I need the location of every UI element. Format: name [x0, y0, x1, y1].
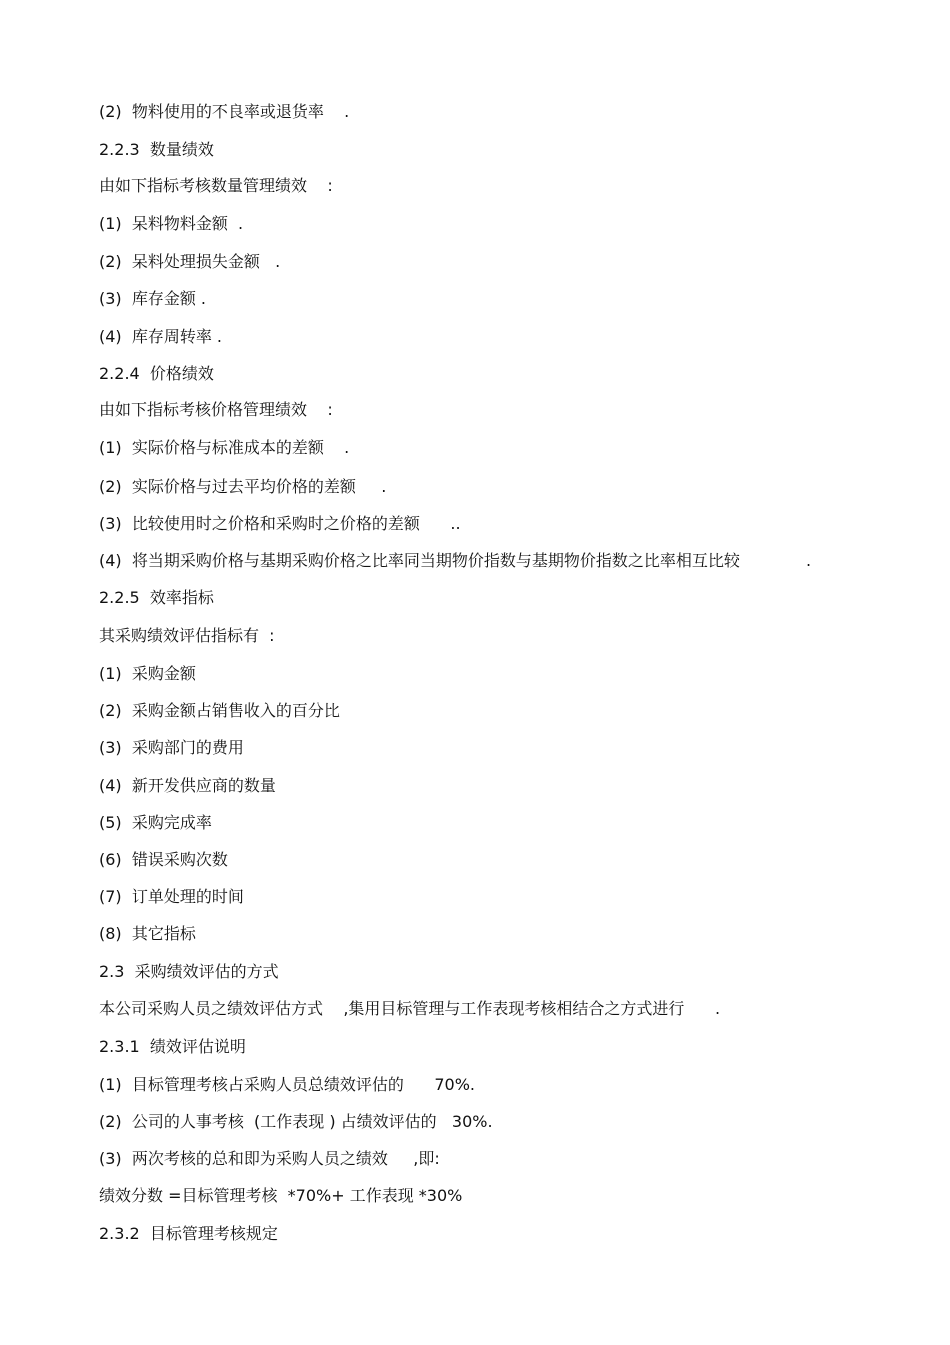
text-line: (2) 物料使用的不良率或退货率 . — [99, 102, 350, 121]
list-item: (3) 库存金额 . — [99, 289, 207, 308]
section-heading: 2.3.1 绩效评估说明 — [99, 1037, 246, 1056]
list-item: (1) 采购金额 — [99, 664, 196, 683]
list-item: (4) 将当期采购价格与基期采购价格之比率同当期物价指数与基期物价指数之比率相互比较 . — [99, 551, 812, 570]
text-line: 本公司采购人员之绩效评估方式 ,集用目标管理与工作表现考核相结合之方式进行 . — [99, 999, 721, 1018]
list-item: (3) 比较使用时之价格和采购时之价格的差额 .. — [99, 514, 461, 533]
list-item: (1) 实际价格与标准成本的差额 . — [99, 438, 350, 457]
list-item: (3) 两次考核的总和即为采购人员之绩效 ,即: — [99, 1149, 440, 1168]
text-line: 由如下指标考核价格管理绩效 : — [99, 400, 333, 419]
list-item: (2) 公司的人事考核 (工作表现 ) 占绩效评估的 30%. — [99, 1112, 493, 1131]
list-item: (3) 采购部门的费用 — [99, 738, 244, 757]
list-item: (7) 订单处理的时间 — [99, 887, 244, 906]
section-heading: 2.2.3 数量绩效 — [99, 140, 214, 159]
list-item: (8) 其它指标 — [99, 924, 196, 943]
section-heading: 2.3.2 目标管理考核规定 — [99, 1224, 278, 1243]
text-line: 由如下指标考核数量管理绩效 : — [99, 176, 333, 195]
list-item: (5) 采购完成率 — [99, 813, 212, 832]
section-heading: 2.3 采购绩效评估的方式 — [99, 962, 279, 981]
list-item: (1) 目标管理考核占采购人员总绩效评估的 70%. — [99, 1075, 476, 1094]
list-item: (2) 呆料处理损失金额 . — [99, 252, 281, 271]
list-item: (6) 错误采购次数 — [99, 850, 228, 869]
list-item: (4) 新开发供应商的数量 — [99, 776, 276, 795]
list-item: (1) 呆料物料金额 . — [99, 214, 244, 233]
formula-line: 绩效分数 =目标管理考核 *70%+ 工作表现 *30% — [99, 1186, 463, 1205]
section-heading: 2.2.4 价格绩效 — [99, 364, 214, 383]
list-item: (4) 库存周转率 . — [99, 327, 223, 346]
section-heading: 2.2.5 效率指标 — [99, 588, 214, 607]
text-line: 其采购绩效评估指标有 : — [99, 626, 275, 645]
list-item: (2) 采购金额占销售收入的百分比 — [99, 701, 340, 720]
list-item: (2) 实际价格与过去平均价格的差额 . — [99, 477, 387, 496]
